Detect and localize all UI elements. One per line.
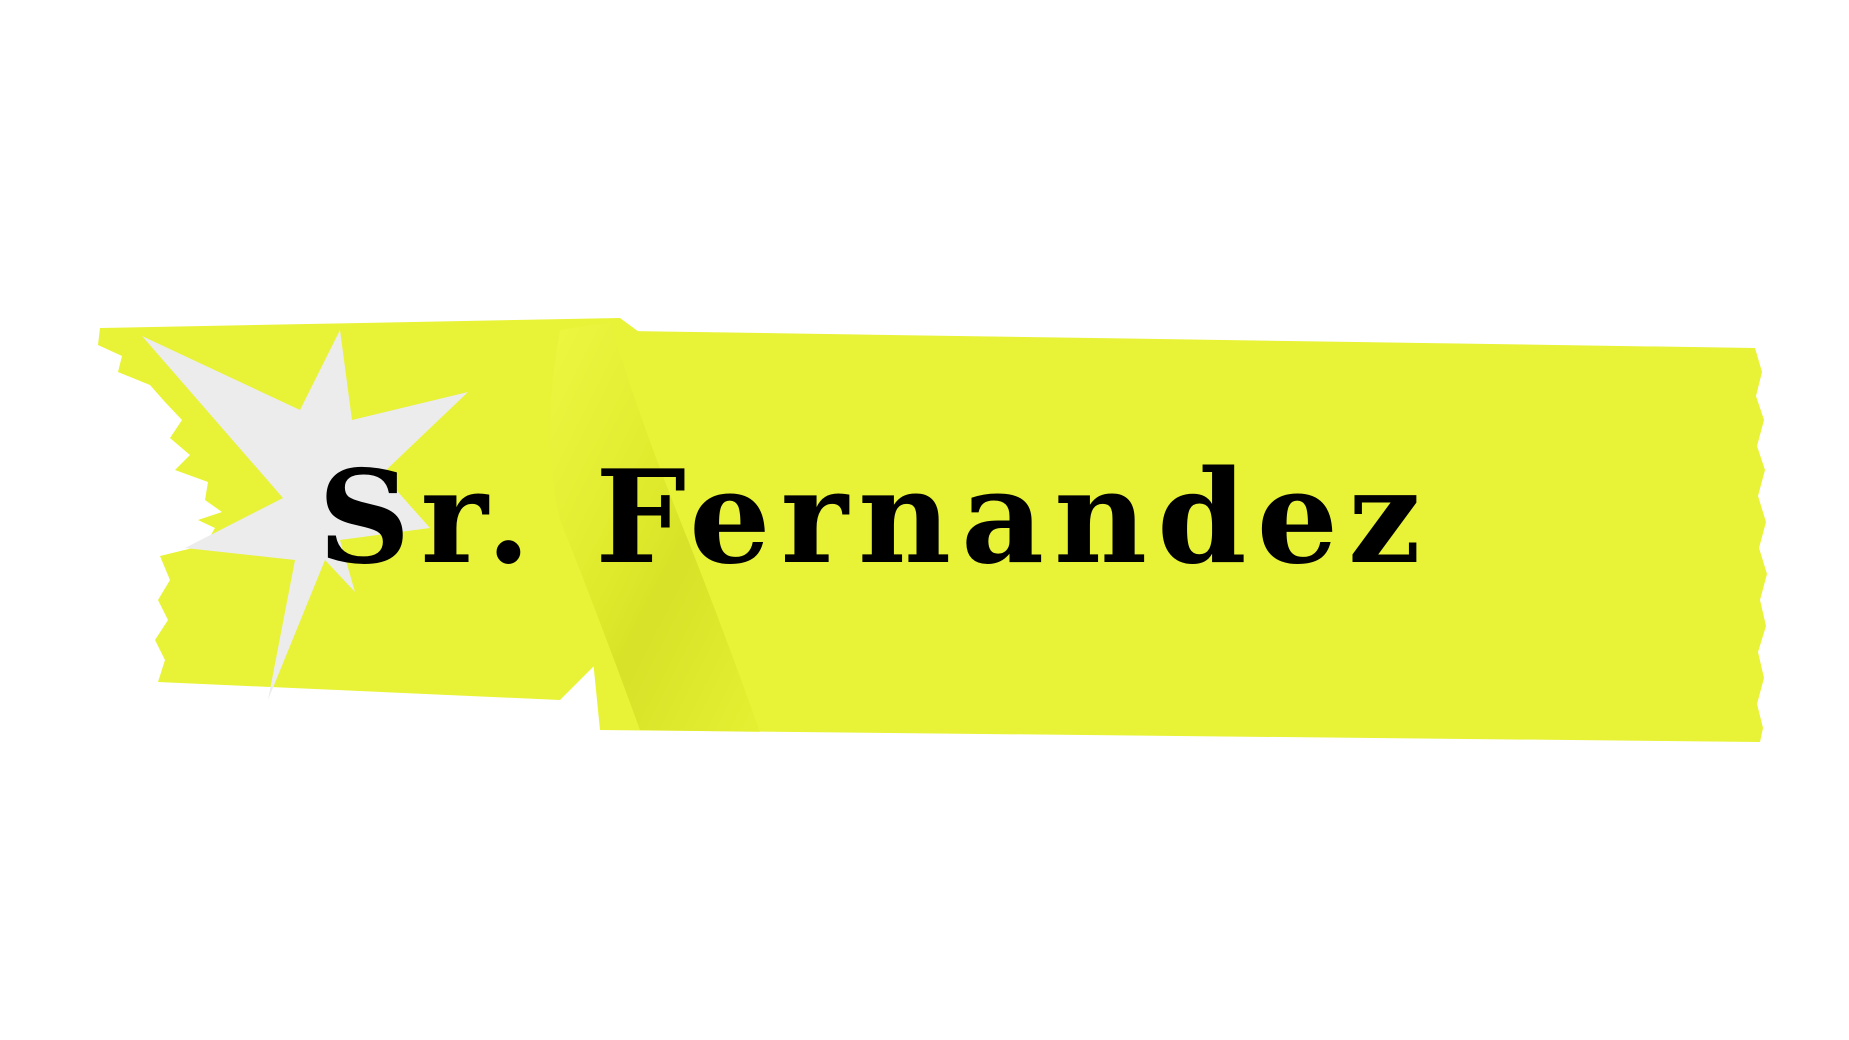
name-label: Sr. Fernandez <box>318 443 1431 593</box>
